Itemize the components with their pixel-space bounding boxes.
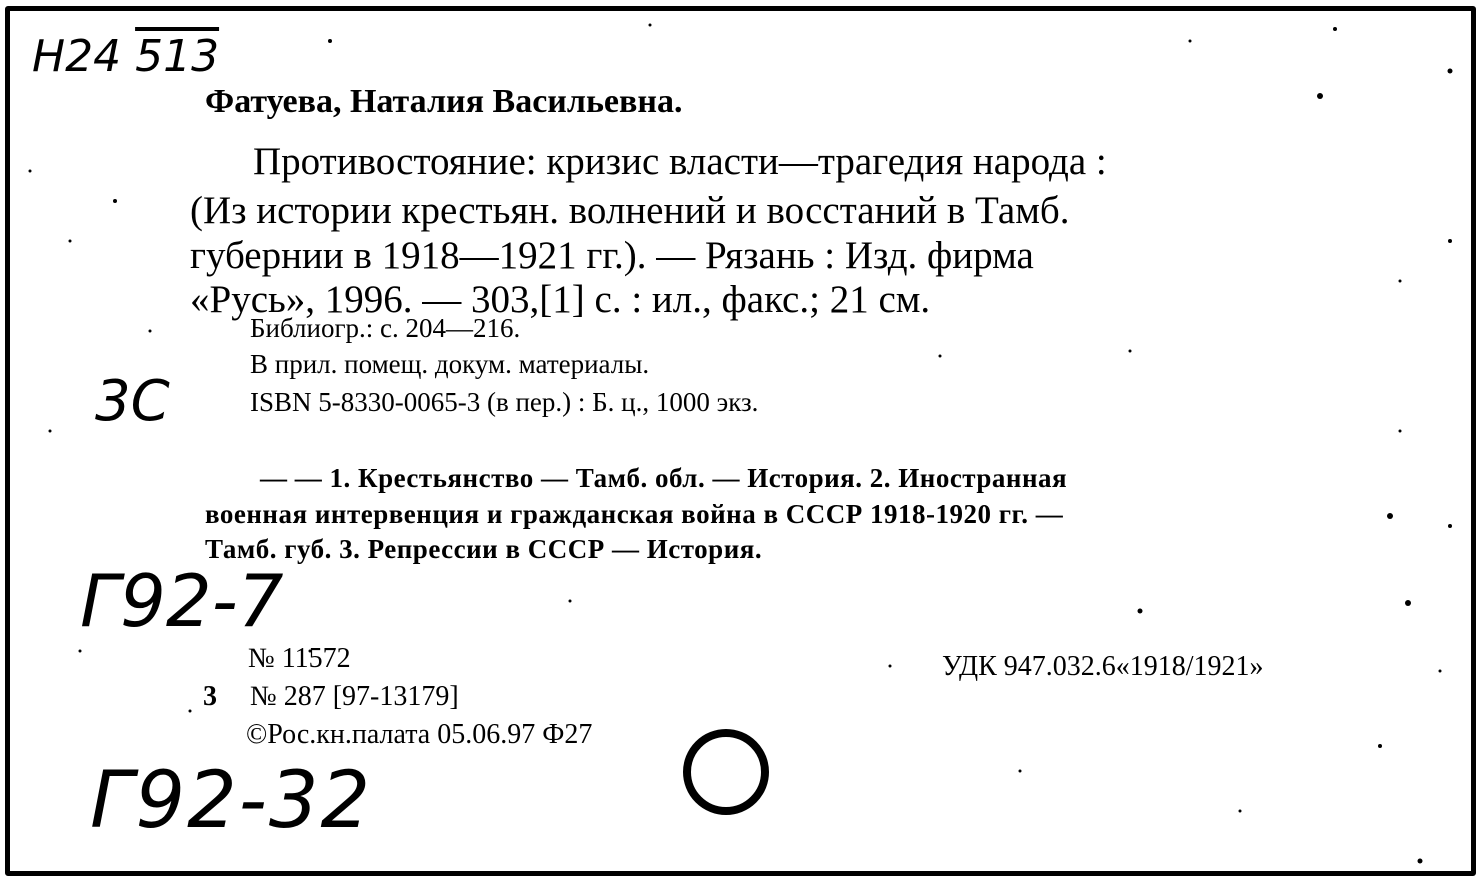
catalog-card [5, 6, 1476, 876]
title-line-4: «Русь», 1996. — 303,[1] с. : ил., факс.; 21 см. [190, 278, 931, 321]
record-number: № 11572 [248, 643, 351, 674]
handwritten-mark-g92-32: Г92-32 [90, 756, 373, 846]
note-bibliography: Библиогр.: с. 204—216. [250, 313, 521, 343]
udk-code: УДК 947.032.6«1918/1921» [942, 651, 1264, 682]
title-line-2: (Из истории крестьян. волнений и восстаний в Тамб. [190, 189, 1070, 232]
title-line-1: Противостояние: кризис власти—трагедия народа : [253, 140, 1107, 183]
note-appendix: В прил. помещ. докум. материалы. [250, 349, 650, 379]
handwritten-code-prefix: H24 [32, 31, 122, 82]
handwritten-code-suffix: 513 [135, 31, 220, 82]
author-heading: Фатуева, Наталия Васильевна. [205, 83, 683, 120]
handwritten-mark-g92-7: Г92-7 [80, 559, 284, 643]
subject-line-3: Тамб. губ. 3. Репрессии в СССР — История. [205, 534, 763, 564]
copyright-line: ©Рос.кн.палата 05.06.97 Ф27 [246, 719, 593, 750]
note-isbn: ISBN 5-8330-0065-3 (в пер.) : Б. ц., 1000 экз. [250, 387, 759, 417]
punch-hole-ring [683, 729, 769, 815]
subject-line-2: военная интервенция и гражданская война в СССР 1918-1920 гг. — [205, 499, 1064, 529]
handwritten-catalog-code [32, 31, 219, 82]
handwritten-mark-3c: 3C [95, 369, 170, 434]
subject-line-1: — — 1. Крестьянство — Тамб. обл. — История. 2. Иностранная [260, 463, 1068, 493]
title-line-3: губернии в 1918—1921 гг.). — Рязань : Изд. фирма [190, 234, 1034, 277]
copies-count: 3 [203, 681, 217, 712]
card-number: № 287 [97-13179] [250, 681, 459, 712]
